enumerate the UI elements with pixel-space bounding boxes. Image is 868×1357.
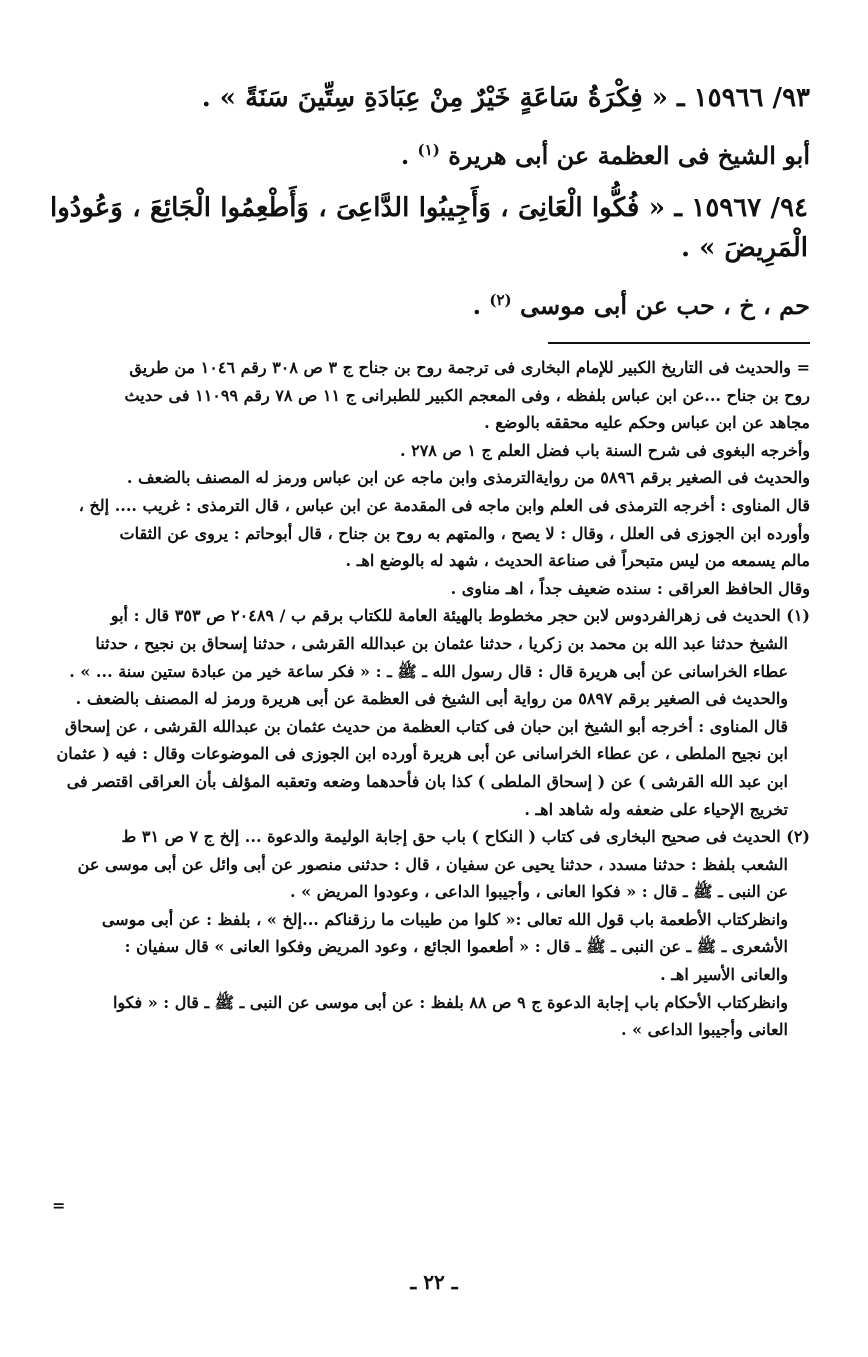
footnote-line: عن النبى ـ ﷺ ـ قال : « فكوا العانى ، وأجيبوا الداعى ، وعودوا المريض » .: [289, 882, 788, 902]
footnote-2-start: (٢) الحديث فى صحيح البخارى فى كتاب ( النكاح ) باب حق إجابة الوليمة والدعوة ... إلخ ج ٧ ص ٣١ ط: [121, 827, 810, 847]
footnote-line: الشيخ حدثنا عبد الله بن محمد بن زكريا ، حدثنا عثمان بن عبدالله القرشى ، حدثنا إسحاق بن نجيح ، حدثنا: [95, 633, 788, 653]
footnote-divider: [548, 342, 810, 344]
footnote-1-start: (١) الحديث فى زهرالفردوس لابن حجر مخطوط بالهيئة العامة للكتاب برقم ب / ٢٠٤٨٩ ص ٣٥٣ قال : أبو: [110, 606, 810, 626]
footnote-line: ابن عبد الله القرشى ) عن ( إسحاق الملطى ) كذا بان فأحدهما وضعه وتعقبه المؤلف بأن العراقى اقتصر فى: [66, 771, 788, 791]
footnote-line: ابن نجيح الملطى ، عن عطاء الخراسانى عن أبى هريرة أورده ابن الجوزى فى الموضوعات وقال : فيه ( عثمان: [56, 744, 788, 764]
continuation-mark: =: [52, 1196, 66, 1215]
footnote-line: قال المناوى : أخرجه الترمذى فى العلم وابن ماجه فى المقدمة عن ابن عباس ، قال الترمذى : غريب .... إلخ ،: [78, 495, 810, 515]
footnote-line: الأشعرى ـ ﷺ ـ عن النبى ـ ﷺ ـ قال : « أطعموا الجائع ، وعود المريض وفكوا العانى » قال سفيان :: [124, 937, 788, 957]
footnote-line: = والحديث فى التاريخ الكبير للإمام البخارى فى ترجمة روح بن جناح ج ٣ ص ٣٠٨ رقم ١٠٤٦ من طريق: [129, 358, 810, 377]
footnote-line: وانظركتاب الأحكام باب إجابة الدعوة ج ٩ ص ٨٨ بلفظ : عن أبى موسى عن النبى ـ ﷺ ـ قال : « فكوا: [112, 992, 788, 1012]
footnote-line: الشعب بلفظ : حدثنا مسدد ، حدثنا يحيى عن سفيان ، قال : حدثنى منصور عن أبى وائل عن أبى موسى عن: [77, 854, 788, 874]
page-number: ـ ٢٢ ـ: [410, 1270, 458, 1294]
footnote-line: روح بن جناح ...عن ابن عباس بلفظه ، وفى المعجم الكبير للطبرانى ج ١١ ص ٧٨ رقم ١١٠٩٩ فى حديث: [124, 385, 810, 405]
footnote-ref-2[interactable]: (٢): [489, 291, 512, 309]
footnote-line: مجاهد عن ابن عباس وحكم عليه محققه بالوضع .: [484, 413, 810, 433]
footnote-ref-1[interactable]: (١): [417, 141, 440, 159]
hadith-source-94: حم ، خ ، حب عن أبى موسى $^{(٢)}$ .: [472, 291, 810, 320]
footnote-line: وقال الحافظ العراقى : سنده ضعيف جداً ، اهـ مناوى .: [450, 578, 810, 598]
footnote-line: تخريج الإحياء على ضعفه وله شاهد اهـ .: [524, 799, 788, 819]
footnote-line: وأخرجه البغوى فى شرح السنة باب فضل العلم ج ١ ص ٢٧٨ .: [399, 440, 810, 460]
footnotes-section: [50, 354, 810, 1044]
hadith-section: [50, 78, 810, 338]
footnote-line: عطاء الخراسانى عن أبى هريرة قال : قال رسول الله ـ ﷺ ـ : « فكر ساعة خير من عبادة ستين سنة ... » .: [69, 661, 788, 681]
footnote-line: والحديث فى الصغير برقم ٥٨٩٧ من رواية أبى الشيخ فى العظمة عن أبى هريرة ورمز له المصنف بالضعف .: [75, 689, 788, 709]
hadith-source-93: أبو الشيخ فى العظمة عن أبى هريرة $^{(١)}$ .: [400, 141, 810, 170]
footnote-line: مالم يسمعه من ليس متبحراً فى صناعة الحديث ، شهد له بالوضع اهـ .: [345, 551, 810, 571]
footnote-line: والحديث فى الصغير برقم ٥٨٩٦ من روايةالترمذى وابن ماجه عن ابن عباس ورمز له المصنف بالضعف .: [126, 468, 810, 488]
footnote-line: وأورده ابن الجوزى فى العلل ، وقال : لا يصح ، والمتهم به روح بن جناح ، قال أبوحاتم : يروى عن الثقات: [119, 523, 810, 543]
hadith-text-94: ٩٤/ ١٥٩٦٧ ـ « فُكُّوا الْعَانِىَ ، وَأَجِيبُوا الدَّاعِىَ ، وَأَطْعِمُوا الْجَائِعَ ، وَعُودُوا الْمَرِيضَ » .: [50, 193, 808, 263]
footnote-line: قال المناوى : أخرجه أبو الشيخ ابن حبان فى كتاب العظمة من حديث عثمان بن عبدالله القرشى ، عن إسحاق: [64, 716, 788, 736]
hadith-source-93-text: أبو الشيخ فى العظمة عن أبى هريرة: [448, 141, 810, 170]
footnote-line: والعانى الأسير اهـ .: [660, 965, 788, 985]
hadith-text-93: ٩٣/ ١٥٩٦٦ ـ « فِكْرَةُ سَاعَةٍ خَيْرٌ مِنْ عِبَادَةِ سِتِّينَ سَنَةً » .: [201, 83, 810, 113]
footnote-line: وانظركتاب الأطعمة باب قول الله تعالى :« كلوا من طيبات ما رزقناكم ...إلخ » ، بلفظ : عن أبى موسى: [101, 909, 788, 929]
footnote-line: العانى وأجيبوا الداعى » .: [620, 1020, 788, 1040]
hadith-source-94-text: حم ، خ ، حب عن أبى موسى: [520, 291, 810, 320]
